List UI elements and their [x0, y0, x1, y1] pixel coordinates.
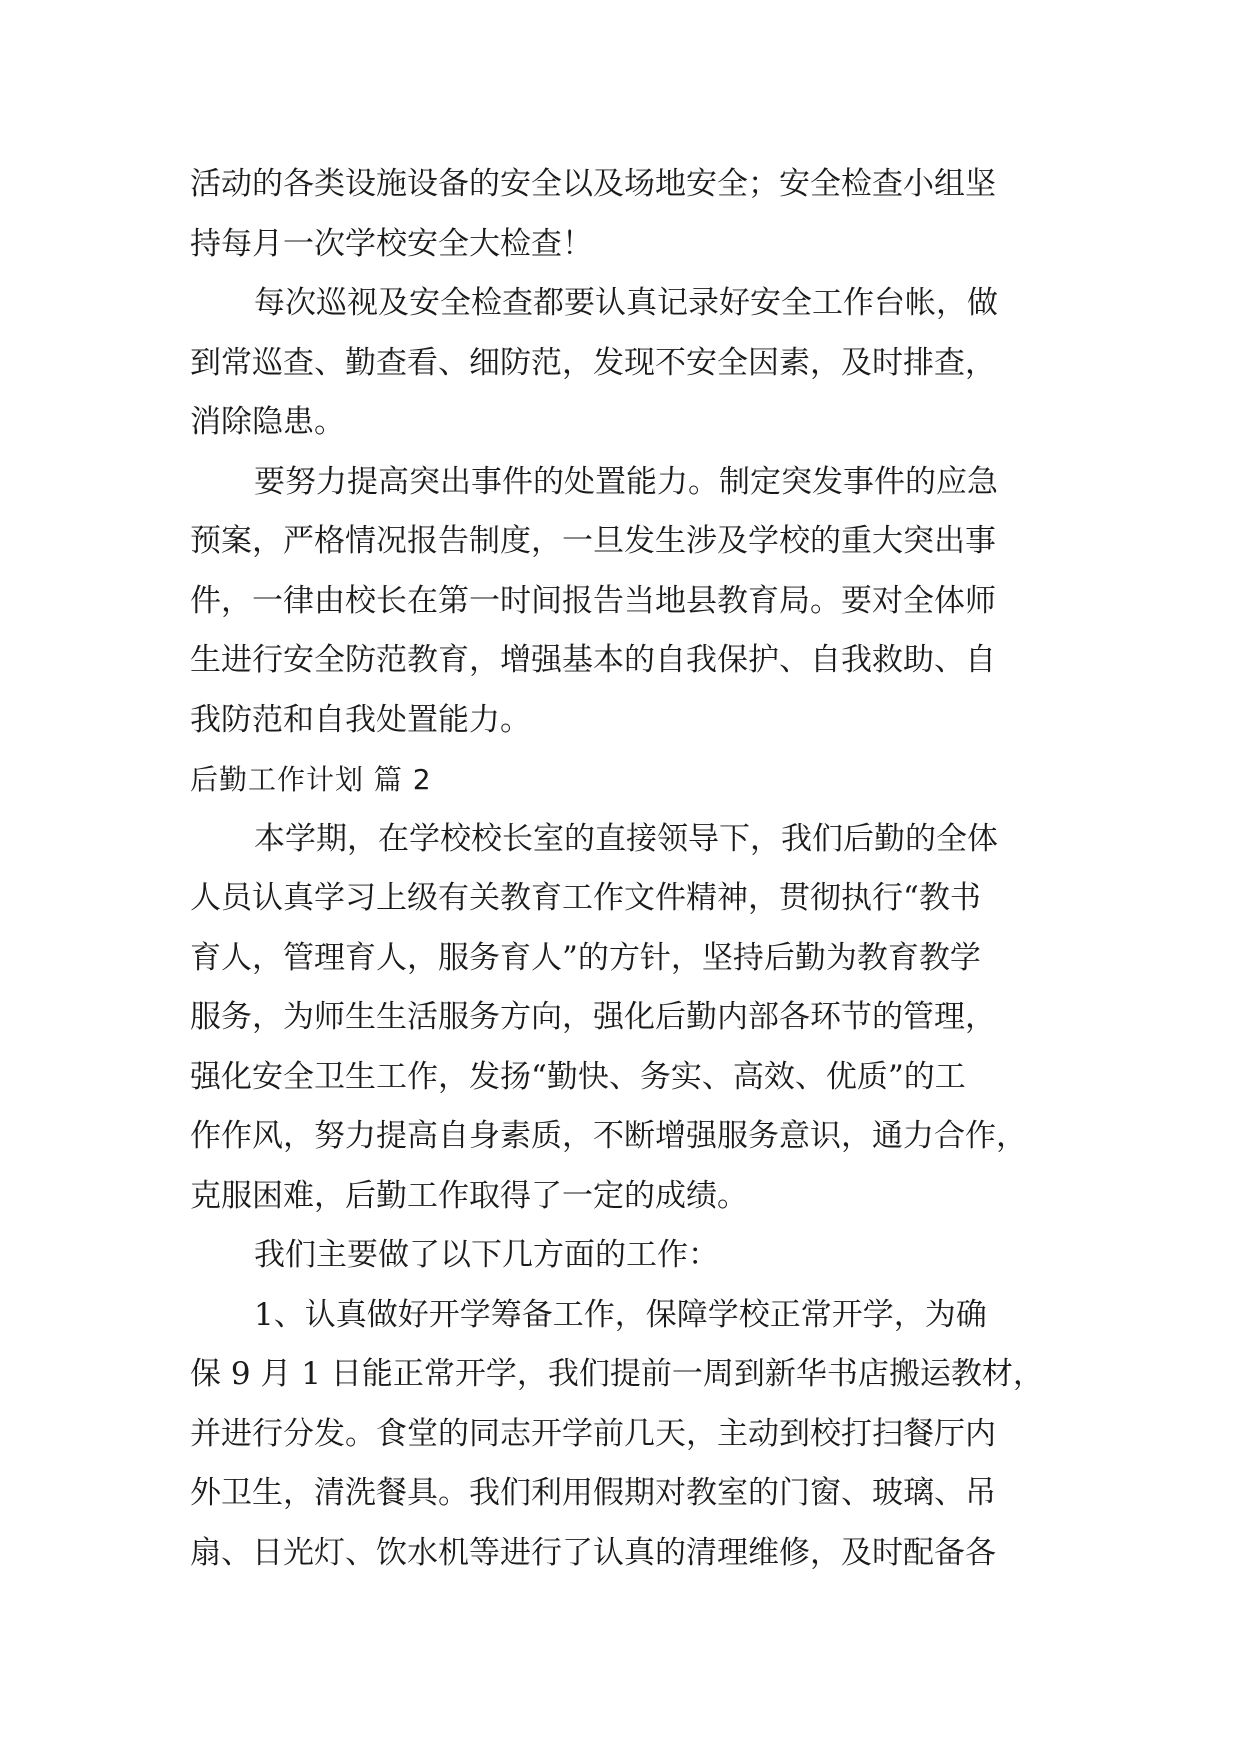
paragraph-line: 克服困难，后勤工作取得了一定的成绩。	[190, 1177, 748, 1214]
paragraph-line: 持每月一次学校安全大检查！	[190, 225, 593, 262]
paragraph-line: 本学期，在学校校长室的直接领导下，我们后勤的全体	[254, 820, 998, 857]
paragraph-line: 生进行安全防范教育，增强基本的自我保护、自我救助、自	[190, 642, 996, 678]
paragraph-line: 每次巡视及安全检查都要认真记录好安全工作台帐，做	[254, 285, 998, 321]
paragraph-line: 1、认真做好开学筹备工作，保障学校正常开学，为确	[254, 1296, 987, 1333]
paragraph-line: 活动的各类设施设备的安全以及场地安全；安全检查小组坚	[190, 166, 996, 202]
paragraph-line: 育人，管理育人，服务育人”的方针，坚持后勤为教育教学	[190, 939, 981, 976]
document-page	[190, 155, 1060, 1583]
paragraph-line: 我们主要做了以下几方面的工作：	[254, 1237, 719, 1273]
paragraph-line: 要努力提高突出事件的处置能力。制定突发事件的应急	[254, 463, 998, 500]
paragraph-line: 强化安全卫生工作，发扬“勤快、务实、高效、优质”的工	[190, 1058, 966, 1095]
paragraph-line: 消除隐患。	[190, 404, 345, 440]
section-heading: 后勤工作计划 篇 2	[190, 763, 432, 796]
paragraph-line: 我防范和自我处置能力。	[190, 701, 531, 738]
paragraph-line: 保 9 月 1 日能正常开学，我们提前一周到新华书店搬运教材，	[190, 1356, 1044, 1392]
paragraph-line: 并进行分发。食堂的同志开学前几天，主动到校打扫餐厅内	[190, 1415, 996, 1452]
paragraph-line: 外卫生，清洗餐具。我们利用假期对教室的门窗、玻璃、吊	[190, 1475, 996, 1511]
paragraph-line: 人员认真学习上级有关教育工作文件精神，贯彻执行“教书	[190, 880, 981, 916]
paragraph-line: 件，一律由校长在第一时间报告当地县教育局。要对全体师	[190, 582, 996, 619]
paragraph-line: 预案，严格情况报告制度，一旦发生涉及学校的重大突出事	[190, 523, 996, 559]
paragraph-line: 扇、日光灯、饮水机等进行了认真的清理维修，及时配备各	[190, 1534, 996, 1571]
paragraph-line: 作作风，努力提高自身素质，不断增强服务意识，通力合作，	[190, 1118, 1027, 1154]
paragraph-line: 服务，为师生生活服务方向，强化后勤内部各环节的管理，	[190, 999, 996, 1035]
paragraph-line: 到常巡查、勤查看、细防范，发现不安全因素，及时排查，	[190, 344, 996, 381]
